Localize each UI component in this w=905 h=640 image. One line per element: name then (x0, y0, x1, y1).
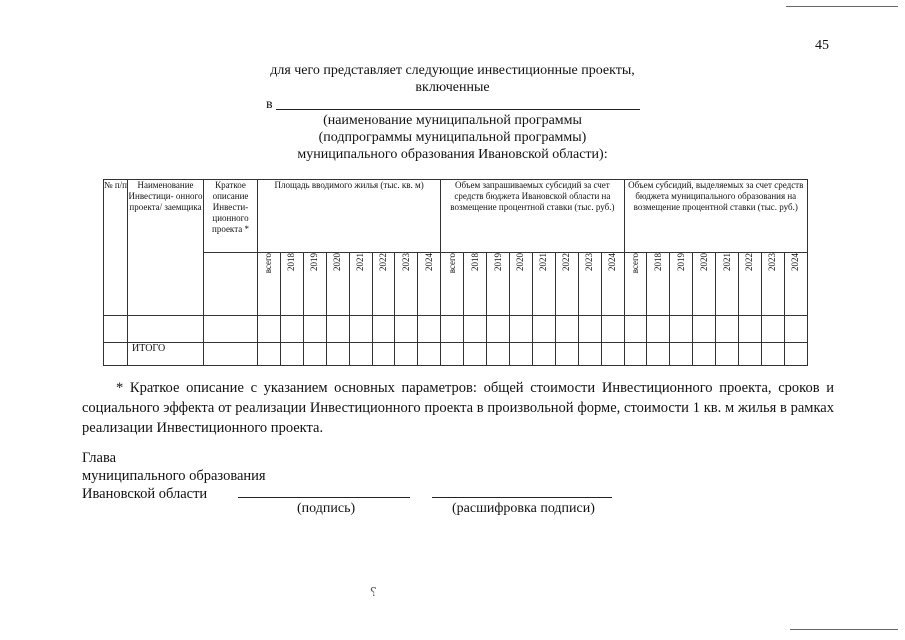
scan-mark-icon: ⸮ (370, 585, 377, 599)
group-housing-area-header: Площадь вводимого жилья (тыс. кв. м) (258, 180, 441, 253)
signature-block (82, 449, 266, 503)
bottom-corner-line (790, 629, 898, 630)
year-header: 2018 (647, 253, 670, 316)
year-header: 2024 (784, 253, 807, 316)
year-header: всего (258, 253, 281, 316)
header-line-5: муниципального образования Ивановской области): (297, 147, 608, 162)
year-header: 2020 (509, 253, 532, 316)
signature-title-2: муниципального образования (82, 468, 266, 484)
year-header: 2019 (670, 253, 693, 316)
total-label: ИТОГО (128, 343, 204, 366)
table-row (104, 316, 808, 343)
footnote: * Краткое описание с указанием основных параметров: общей стоимости Инвестиционного проекта, сроков и социального эффекта от реализации Инвестиционного проекта в произвольной форме, стоимости 1 кв. м жилья в рамках реализации Инвестиционного проекта. (82, 380, 834, 436)
signature-title-1: Глава (82, 450, 117, 466)
header-prefix-v: в (266, 97, 273, 112)
top-corner-line (786, 6, 898, 7)
group-municipal-subsidy-header: Объем субсидий, выделяемых за счет средств бюджета муниципального образования на возмещение процентной ставки (тыс. руб.) (624, 180, 808, 253)
year-header: 2018 (464, 253, 487, 316)
year-header: 2022 (739, 253, 762, 316)
table-total-row (104, 343, 808, 366)
col-num-header: № п/п (104, 180, 128, 316)
year-header: 2021 (532, 253, 555, 316)
header-line-4: (подпрограммы муниципальной программы) (318, 130, 587, 145)
year-header: 2019 (303, 253, 326, 316)
header-line-1: для чего представляет следующие инвестиционные проекты, (270, 63, 635, 78)
program-name-underline (276, 109, 640, 110)
signature-decode-caption: (расшифровка подписи) (452, 501, 595, 516)
year-header: 2020 (693, 253, 716, 316)
page-number: 45 (815, 38, 829, 53)
header-line-2: включенные (415, 80, 490, 95)
year-header: 2023 (761, 253, 784, 316)
signature-line (238, 497, 410, 498)
signature-caption: (подпись) (297, 501, 356, 516)
year-header: 2019 (487, 253, 510, 316)
signature-title-3: Ивановской области (82, 486, 208, 502)
group-regional-subsidy-header: Объем запрашиваемых субсидий за счет средств бюджета Ивановской области на возмещение процентной ставки (тыс. руб.) (441, 180, 624, 253)
year-header: 2022 (372, 253, 395, 316)
year-header: 2023 (395, 253, 418, 316)
year-header: 2024 (418, 253, 441, 316)
signature-decode-line (432, 497, 612, 498)
year-header: 2022 (555, 253, 578, 316)
col-desc-header: Краткое описание Инвести- ционного проекта * (204, 180, 258, 253)
year-header: 2024 (601, 253, 624, 316)
year-header: 2020 (326, 253, 349, 316)
year-header: 2023 (578, 253, 601, 316)
investment-projects-table (103, 179, 808, 366)
year-header: 2021 (716, 253, 739, 316)
year-header: всего (441, 253, 464, 316)
col-name-header: Наименование Инвестици- онного проекта/ заемщика (128, 180, 204, 316)
year-header: всего (624, 253, 647, 316)
year-header: 2018 (280, 253, 303, 316)
header-line-3: (наименование муниципальной программы (323, 113, 582, 128)
year-header: 2021 (349, 253, 372, 316)
